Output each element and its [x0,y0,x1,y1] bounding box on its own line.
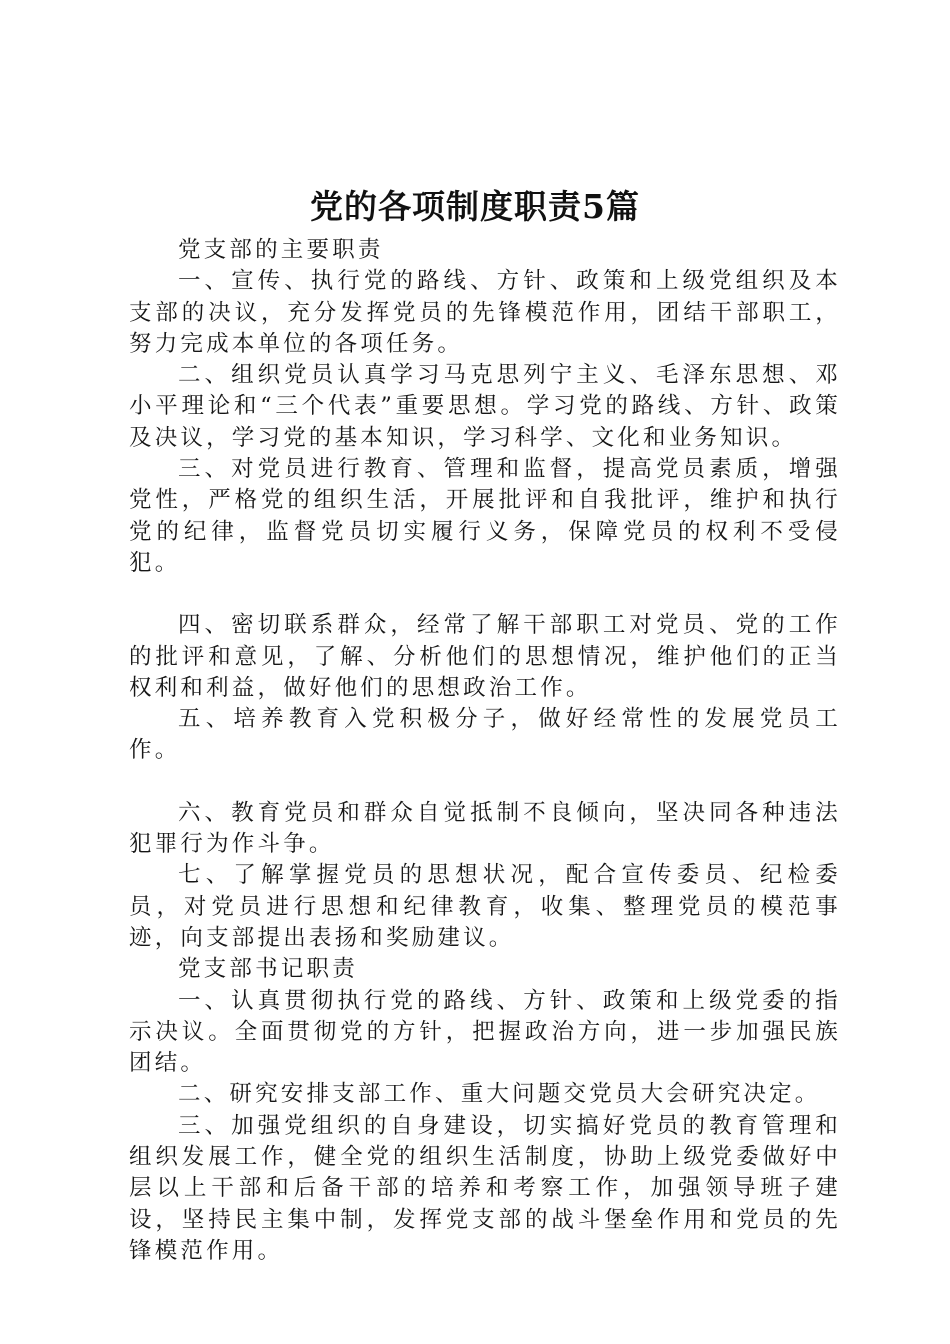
paragraph-secretary-duty-1: 一、认真贯彻执行党的路线、方针、政策和上级党委的指示决议。全面贯彻党的方针，把握政治方向，进一步加强民族团结。 [129,987,841,1077]
paragraph-branch-duty-1: 一、宣传、执行党的路线、方针、政策和上级党组织及本支部的决议，充分发挥党员的先锋模范作用，团结干部职工，努力完成本单位的各项任务。 [129,268,841,357]
section-heading-branch-duties: 党支部的主要职责 [178,237,384,263]
paragraph-branch-duty-7: 七、了解掌握党员的思想状况，配合宣传委员、纪检委员，对党员进行思想和纪律教育，收集、整理党员的模范事迹，向支部提出表扬和奖励建议。 [129,862,841,951]
paragraph-branch-duty-6: 六、教育党员和群众自觉抵制不良倾向，坚决同各种违法犯罪行为作斗争。 [129,799,841,858]
document-body [129,235,841,1267]
paragraph-branch-duty-3: 三、对党员进行教育、管理和监督，提高党员素质，增强党性，严格党的组织生活，开展批评和自我批评，维护和执行党的纪律，监督党员切实履行义务，保障党员的权利不受侵犯。 [129,456,841,576]
section-heading-secretary-duties: 党支部书记职责 [178,956,358,983]
paragraph-secretary-duty-2: 二、研究安排支部工作、重大问题交党员大会研究决定。 [178,1081,821,1108]
paragraph-secretary-duty-3: 三、加强党组织的自身建设，切实搞好党员的教育管理和组织发展工作，健全党的组织生活制度，协助上级党委做好中层以上干部和后备干部的培养和考察工作，加强领导班子建设，坚持民主集中制，发挥党支部的战斗堡垒作用和党员的先锋模范作用。 [129,1112,841,1264]
paragraph-branch-duty-4: 四、密切联系群众，经常了解干部职工对党员、党的工作的批评和意见，了解、分析他们的思想情况，维护他们的正当权利和利益，做好他们的思想政治工作。 [129,612,841,701]
document-title: 党的各项制度职责5篇 [310,187,640,226]
paragraph-branch-duty-5: 五、培养教育入党积极分子，做好经常性的发展党员工作。 [129,706,841,764]
paragraph-branch-duty-2: 二、组织党员认真学习马克思列宁主义、毛泽东思想、邓小平理论和“三个代表”重要思想。学习党的路线、方针、政策及决议，学习党的基本知识，学习科学、文化和业务知识。 [129,362,841,451]
